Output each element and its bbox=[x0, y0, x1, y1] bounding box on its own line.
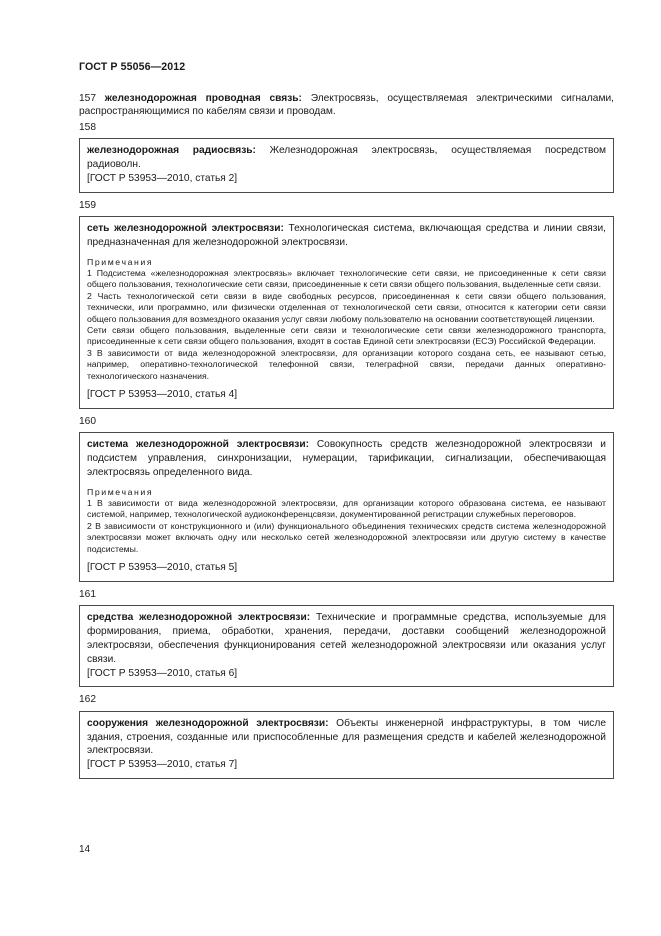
note-item: 2 В зависимости от конструкционного и (или) функционального объединения технических средств система железнодорожной электросвязи может включать одну или несколько сетей железнодорожной электросвязи или другую систему в качестве подсистемы. bbox=[87, 520, 606, 554]
entry-box-158 bbox=[79, 138, 614, 192]
entry-definition: Объекты инженерной инфраструктуры, в том числе здания, строения, созданные или приспособленные для размещения средств и кабелей железнодорожной электросвязи. bbox=[87, 717, 606, 757]
entry-term: сеть железнодорожной электросвязи: bbox=[87, 223, 284, 235]
entry-157 bbox=[79, 92, 614, 119]
entry-number: 159 bbox=[79, 199, 96, 211]
notes-title: Примечания bbox=[87, 256, 154, 267]
entry-definition: Железнодорожная электросвязь, осуществляемая посредством радиоволн. bbox=[87, 145, 607, 171]
entry-term: сооружения железнодорожной электросвязи: bbox=[87, 717, 329, 729]
note-item: 2 Часть технологической сети связи в виде свободных ресурсов, присоединенная к сети связи общего пользования, технически, или программно, или физически отделенная от технологической сети связи, относится к категории сети связи общего пользования для возмездного оказания услуг связи любому пользователю на основании соответствующей лицензии. bbox=[87, 290, 606, 324]
entry-number: 157 bbox=[79, 93, 96, 104]
document-header: ГОСТ Р 55056—2012 bbox=[79, 61, 186, 73]
entry-number: 162 bbox=[79, 694, 96, 706]
note-item: 3 В зависимости от вида железнодорожной электросвязи, для организации которого создана сеть, ее называют сетью, например, оперативно-технологической телефонной связи, телеграфной связи, передачи данных оперативно-технологического назначения. bbox=[87, 347, 606, 381]
entry-definition: Совокупность средств железнодорожной электросвязи и подсистем управления, синхронизации, нумерации, тарификации, сигнализации, обеспечивающая электросвязь определенного вида. bbox=[87, 439, 606, 478]
entry-definition: Электросвязь, осуществляемая электрическими сигналами, распространяющимися по кабелям связи и проводам. bbox=[79, 93, 614, 118]
entry-term: железнодорожная проводная связь: bbox=[104, 93, 302, 104]
entry-reference: [ГОСТ Р 53953—2010, статья 5] bbox=[87, 562, 238, 574]
entry-term: средства железнодорожной электросвязи: bbox=[87, 612, 311, 624]
entry-term: железнодорожная радиосвязь: bbox=[87, 145, 256, 157]
entry-box-160 bbox=[79, 432, 614, 582]
entry-box-159 bbox=[79, 216, 614, 409]
entry-reference: [ГОСТ Р 53953—2010, статья 4] bbox=[87, 389, 238, 401]
entry-box-161 bbox=[79, 605, 614, 687]
entry-reference: [ГОСТ Р 53953—2010, статья 7] bbox=[87, 759, 238, 771]
entry-reference: [ГОСТ Р 53953—2010, статья 2] bbox=[87, 172, 238, 184]
entry-notes bbox=[87, 487, 606, 555]
page-number: 14 bbox=[79, 844, 91, 855]
document-content bbox=[79, 92, 614, 779]
entry-number: 158 bbox=[79, 121, 96, 133]
entry-number: 160 bbox=[79, 415, 96, 427]
entry-notes bbox=[87, 257, 606, 382]
entry-number: 161 bbox=[79, 588, 96, 600]
note-item: Сети связи общего пользования, выделенные сети связи и технологические сети связи железнодорожного транспорта, присоединенные к сети связи общего пользования, входят в состав Единой сети электросвязи (ЕСЭ) Российской Федерации. bbox=[87, 325, 606, 347]
note-item: 1 Подсистема «железнодорожная электросвязь» включает технологические сети связи, не присоединенные к сети связи общего пользования, технологические сети связи, присоединенные к сети связи общего пользования, выделенные сети связи. bbox=[87, 268, 606, 290]
entry-reference: [ГОСТ Р 53953—2010, статья 6] bbox=[87, 667, 238, 679]
entry-box-162 bbox=[79, 711, 614, 779]
entry-definition: Технологическая система, включающая средства и линии связи, предназначенная для железнодорожной электросвязи. bbox=[87, 223, 606, 248]
entry-definition: Технические и программные средства, используемые для формирования, приема, обработки, хранения, передачи, доставки сообщений железнодорожной электросвязи, обеспечения функционирования сетей железнодорожной электросвязи или оказания услуг связи. bbox=[87, 612, 606, 665]
entry-term: система железнодорожной электросвязи: bbox=[87, 439, 309, 451]
note-item: 1 В зависимости от вида железнодорожной электросвязи, для организации которого образована система, ее называют системой, например, технологической аудиоконференцсвязи, документированной регистрации служебных переговоров. bbox=[87, 498, 606, 520]
notes-title: Примечания bbox=[87, 486, 154, 497]
